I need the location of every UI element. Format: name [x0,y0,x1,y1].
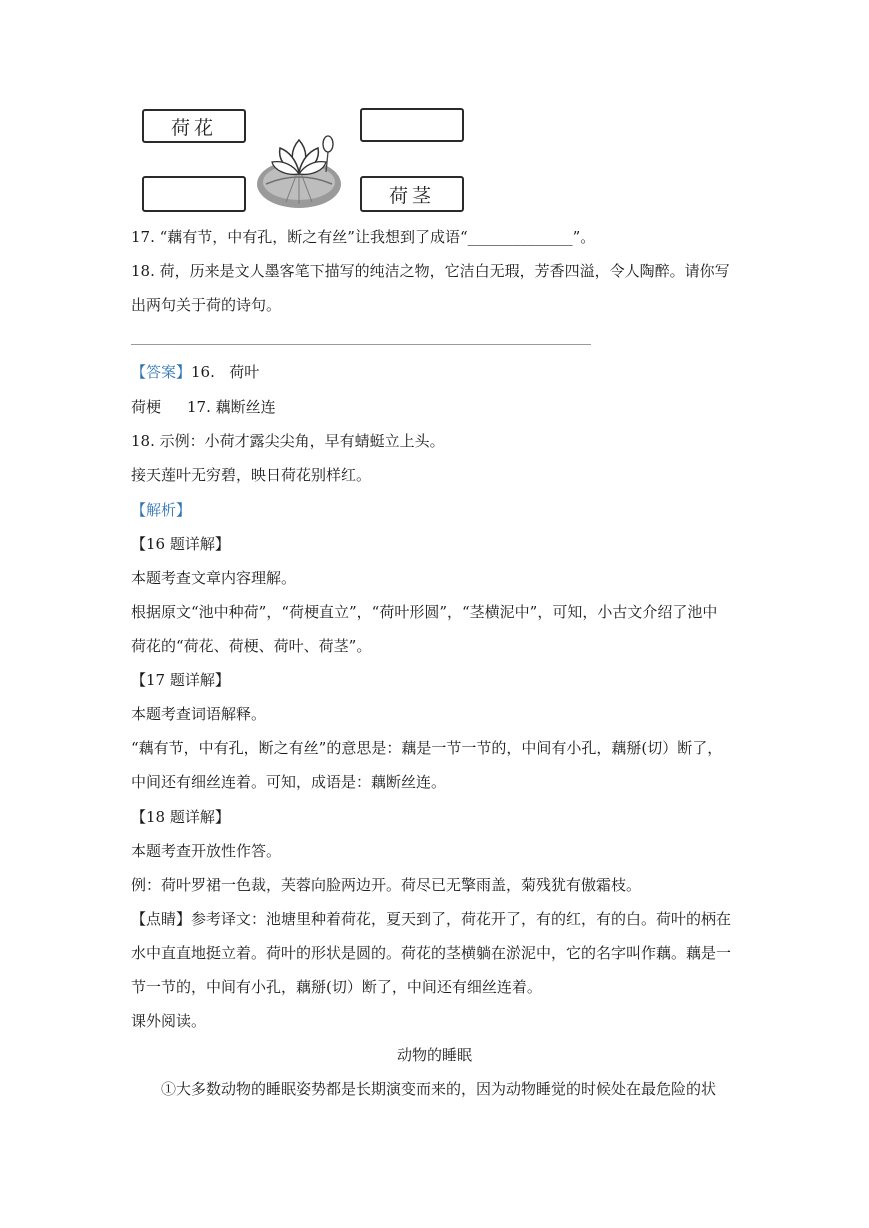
label-box-lotus-stem: 荷茎 [360,176,464,212]
analysis-16-p1: 本题考查文章内容理解。 [131,569,297,587]
passage-paragraph-1: ①大多数动物的睡眠姿势都是长期演变而来的，因为动物睡觉的时候处在最危险的状 [161,1080,717,1098]
analysis-18-p2: 例：荷叶罗裙一色裁，芙蓉向脸两边开。荷尽已无擎雨盖，菊残犹有傲霜枝。 [131,876,642,894]
extra-reading-label: 课外阅读。 [131,1012,207,1030]
answer-16-number: 16. [191,363,215,381]
analysis-17-p1: 本题考查词语解释。 [131,705,267,723]
passage-title: 动物的睡眠 [396,1046,472,1064]
answer-line-2 [131,396,276,418]
question-18-line-2: 出两句关于荷的诗句。 [131,296,282,314]
label-box-lotus-flower: 荷花 [142,109,246,143]
answer-18-line-1: 18. 示例：小荷才露尖尖角，早有蜻蜓立上头。 [131,432,445,450]
answer-divider [131,344,591,345]
heading-18-detail: 【18 题详解】 [131,808,230,826]
translation-line-1: 【点睛】参考译文：池塘里种着荷花，夏天到了，荷花开了，有的红，有的白。荷叶的柄在 [131,910,732,928]
heading-16-detail: 【16 题详解】 [131,535,230,553]
analysis-16-p2: 根据原文“池中种荷”，“荷梗直立”，“荷叶形圆”，“茎横泥中”，可知，小古文介绍了池中 [131,603,718,621]
answer-line-1 [131,361,259,383]
analysis-16-p3: 荷花的“荷花、荷梗、荷叶、荷茎”。 [131,637,372,655]
analysis-18-p1: 本题考查开放性作答。 [131,842,282,860]
question-17: 17. “藕有节，中有孔，断之有丝”让我想到了成语“______________”。 [131,228,596,246]
answer-18-line-2: 接天莲叶无穷碧，映日荷花别样红。 [131,466,372,484]
answer-tag: 【答案】 [131,363,192,381]
answer-17: 17. 藕断丝连 [187,398,276,416]
question-18-line-1: 18. 荷，历来是文人墨客笔下描写的纯洁之物，它洁白无瑕，芳香四溢，令人陶醉。请你写 [131,262,730,280]
label-box-empty-top [360,108,464,142]
answer-16-part-1: 荷叶 [229,363,260,381]
lotus-parts-figure [140,104,466,216]
analysis-tag: 【解析】 [131,501,192,519]
label-box-empty-bottom [142,176,246,212]
analysis-17-p2: “藕有节，中有孔，断之有丝”的意思是：藕是一节一节的，中间有小孔，藕掰(切）断了， [131,739,723,757]
heading-17-detail: 【17 题详解】 [131,671,230,689]
analysis-17-p3: 中间还有细丝连着。可知，成语是：藕断丝连。 [131,773,447,791]
translation-line-3: 节一节的，中间有小孔，藕掰(切）断了，中间还有细丝连着。 [131,978,542,996]
answer-16-part-2: 荷梗 [131,398,162,416]
translation-line-2: 水中直直地挺立着。荷叶的形状是圆的。荷花的茎横躺在淤泥中，它的名字叫作藕。藕是一 [131,944,732,962]
lotus-illustration-icon [256,122,342,214]
